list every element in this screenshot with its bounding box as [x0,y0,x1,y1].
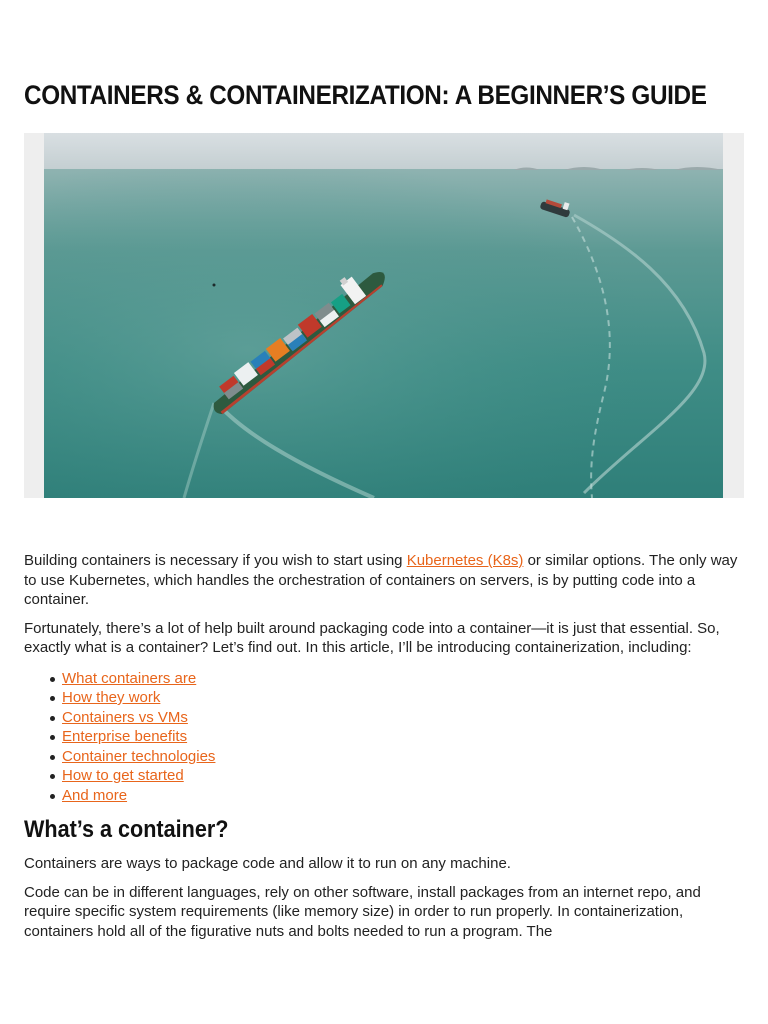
intro-text-after-link: or similar options. The only way to use Kubernetes, which handles the orchestration of containers on servers, is by putting code into a container. [24,552,738,608]
toc-item [62,669,744,689]
toc-item [62,766,744,786]
toc-link-containers-vs-vms[interactable]: Containers vs VMs [62,708,188,726]
hero-image [44,133,723,498]
hero-image-frame [24,133,744,498]
kubernetes-link[interactable]: Kubernetes (K8s) [406,552,524,569]
toc-link-container-technologies[interactable]: Container technologies [62,747,216,765]
table-of-contents [24,669,744,806]
toc-link-and-more[interactable]: And more [62,786,128,804]
toc-link-how-they-work[interactable]: How they work [62,689,161,706]
toc-link-what-containers-are[interactable]: What containers are [62,669,197,687]
section-paragraph-2: Code can be in different languages, rely on other software, install packages from an internet repo, and require specific system requirements (like memory size) in order to run properly. In containerization, containers hold all of the figurative nuts and bolts needed to run a program. The [24,883,701,940]
toc-item [62,727,744,747]
toc-item [62,786,744,806]
intro-paragraph-2: Fortunately, there’s a lot of help built around packaging code into a container—it is just that essential. So, exactly what is a container? Let’s find out. In this article, I’ll be introducing containerization, including: [24,619,720,656]
intro-text-before-link: Building containers is necessary if you wish to start using [24,552,407,569]
toc-item [62,747,744,767]
article-title: CONTAINERS & CONTAINERIZATION: A BEGINNER’S GUIDE [24,80,707,110]
section-heading: What’s a container? [24,816,229,843]
toc-link-how-to-get-started[interactable]: How to get started [62,767,184,784]
toc-item [62,708,744,728]
section-paragraph-1: Containers are ways to package code and allow it to run on any machine. [24,855,511,872]
toc-item [62,688,744,708]
article-body [24,551,744,950]
toc-link-enterprise-benefits[interactable]: Enterprise benefits [62,728,188,745]
intro-paragraph-1 [24,551,744,610]
